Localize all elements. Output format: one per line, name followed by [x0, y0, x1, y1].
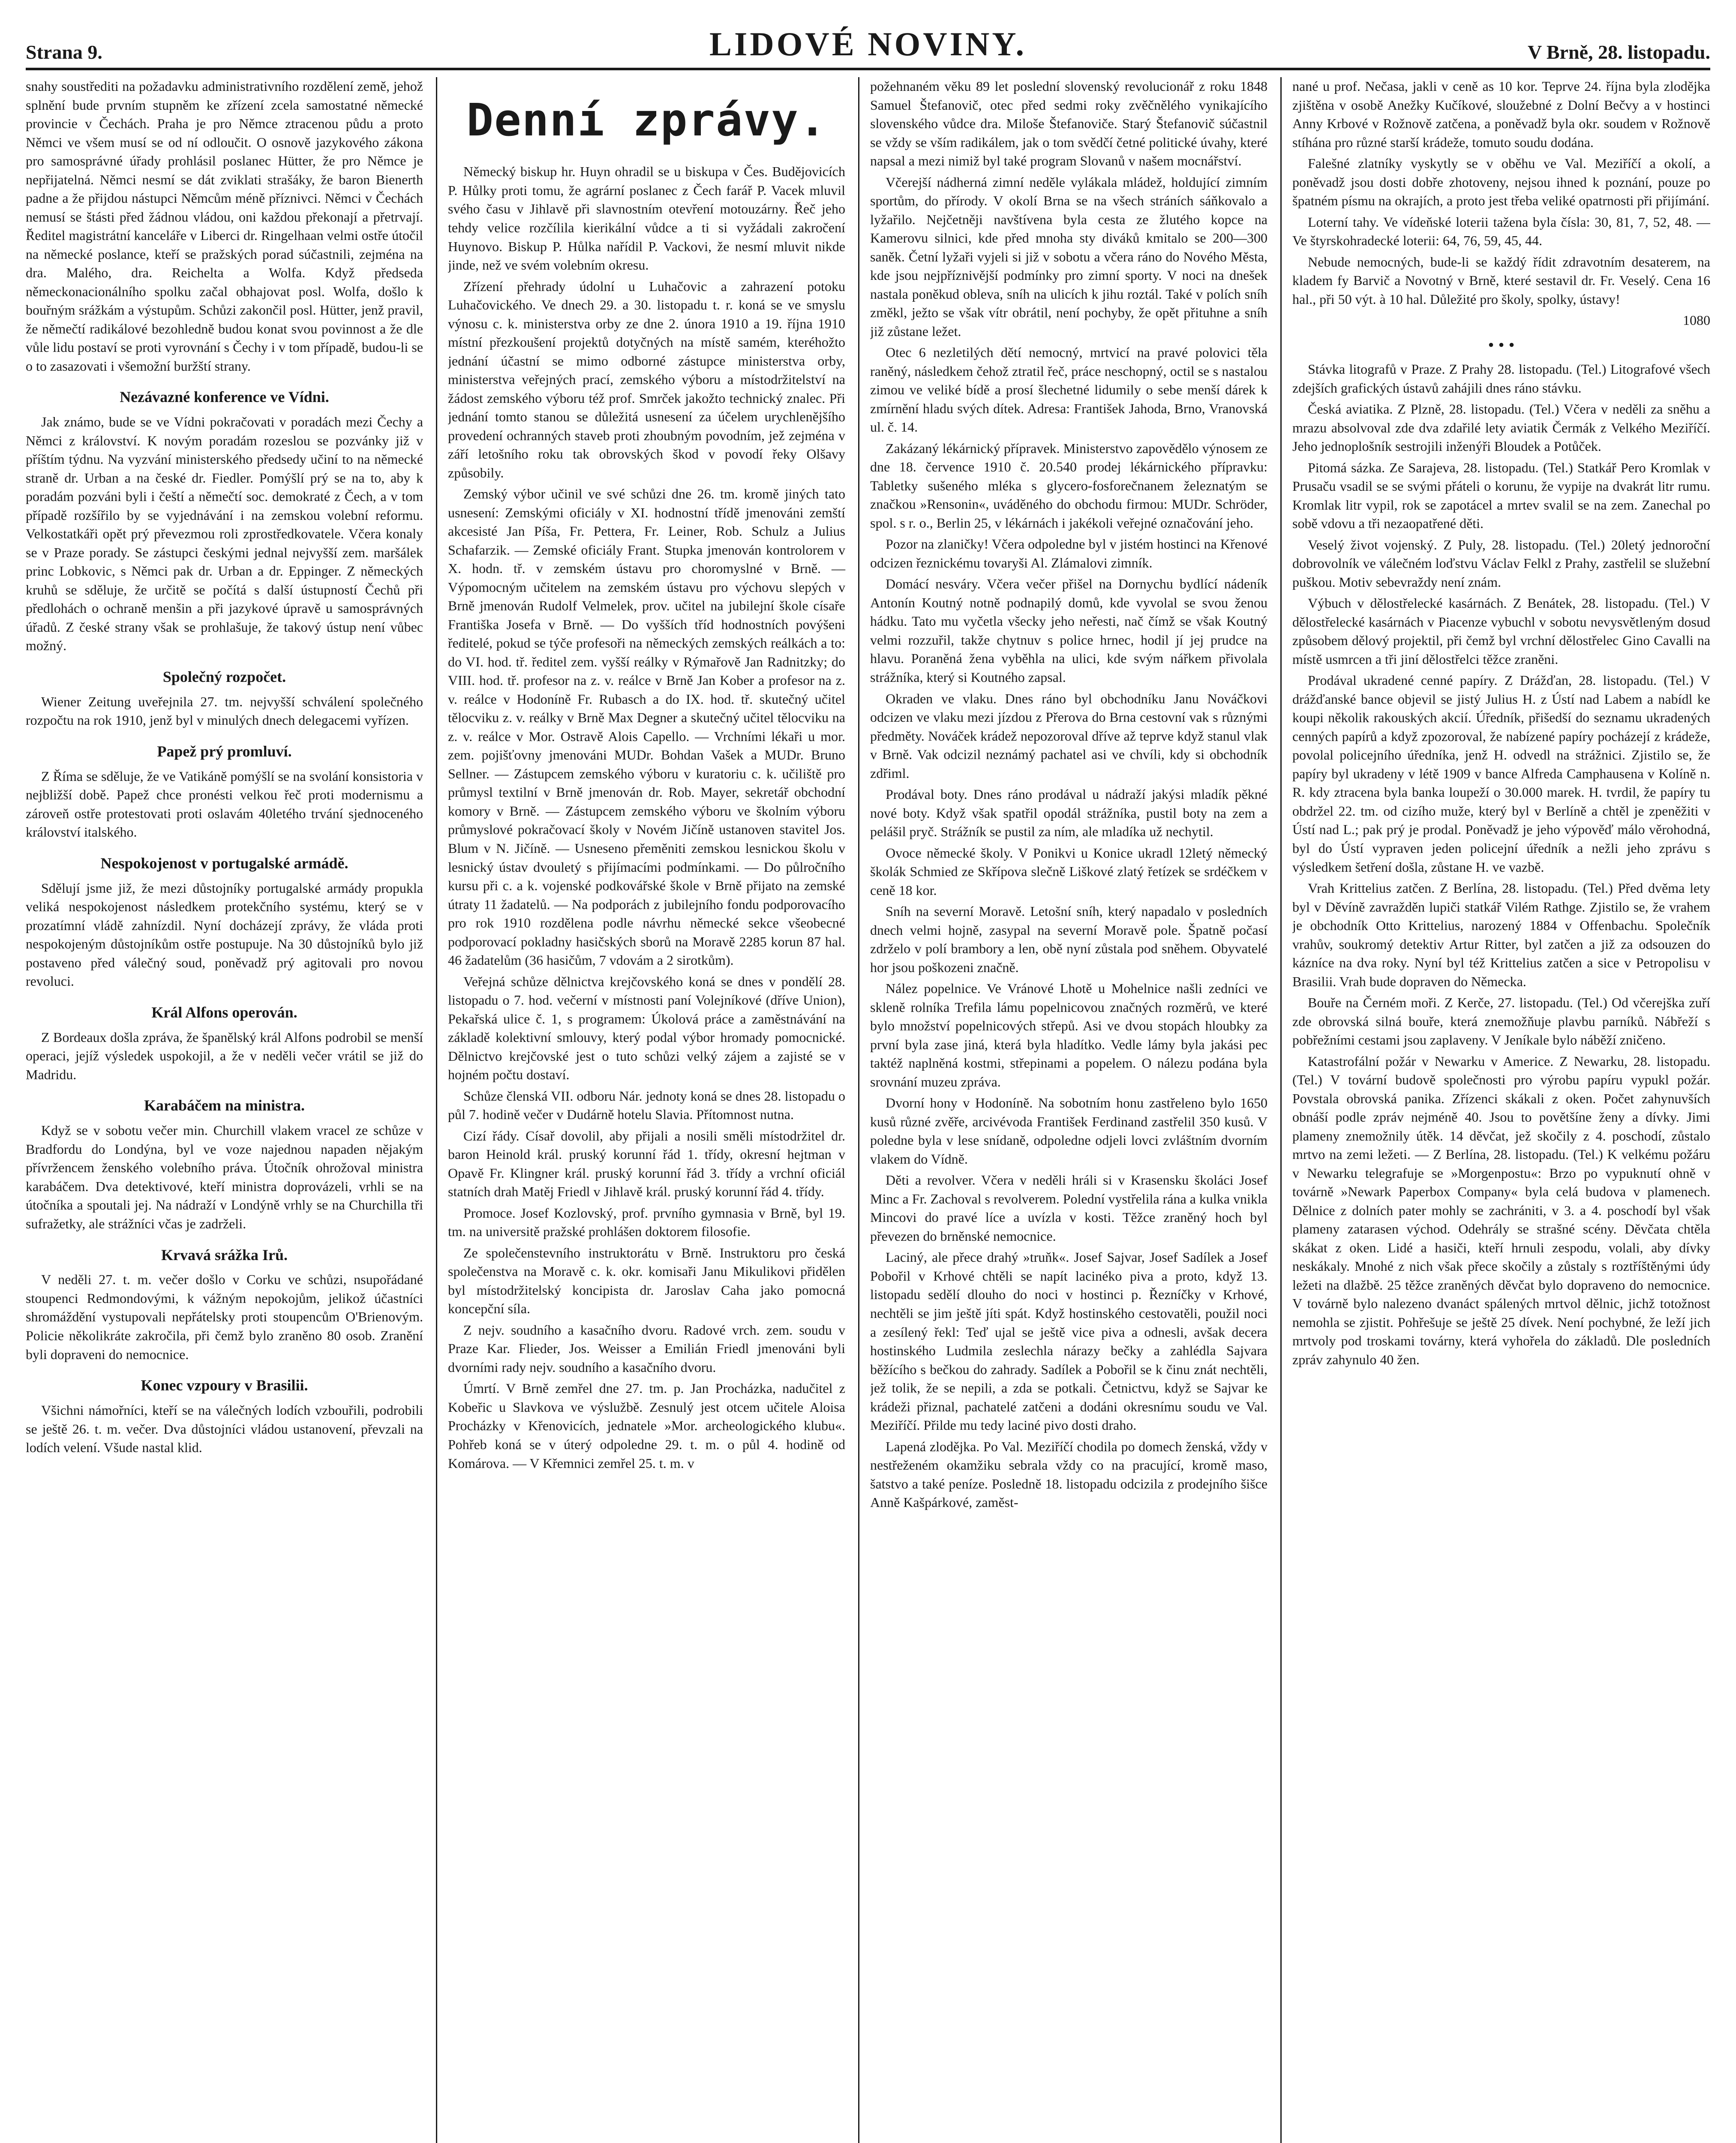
section-title: Denní zprávy.: [466, 94, 827, 146]
column-2: [448, 77, 859, 2143]
telegram-item: Veselý život vojenský. Z Puly, 28. listopadu. (Tel.) 20letý jednoroční dobrovolník ve válečném loďstvu Václav Felkl z Prahy, zastřelil se služební puškou. Motiv sebevraždy není znám.: [1292, 537, 1710, 590]
column-1: [26, 77, 437, 2143]
dateline: V Brně, 28. listopadu.: [1527, 41, 1710, 63]
telegram-item: Stávka litografů v Praze. Z Prahy 28. listopadu. (Tel.) Litografové všech zdejších grafických ústavů zahájili dnes ráno stávku.: [1292, 361, 1710, 396]
news-item: Otec 6 nezletilých dětí nemocný, mrtvicí na pravé polovici těla raněný, následkem čehož ztratil řeč, práce neschopný, octil se s nastalou zimou ve veliké bídě a prosí šlechetné lidumily o sebe menší dárek k zmírnění hladu svých dítek. Adresa: František Jahoda, Brno, Vranovská ul. č. 14.: [870, 345, 1267, 435]
news-item: Ovoce německé školy. V Ponikvi u Konice ukradl 12letý německý školák Schmied ze Skřípova slečně Liškové zlatý řetízek se srdéčkem v ceně 18 kor.: [870, 845, 1267, 898]
news-item: Dvorní hony v Hodoníně. Na sobotním honu zastřeleno bylo 1650 kusů různé zvěře, arcivévoda František Ferdinand zastřelil 350 kusů. V poledne byla v lese snídaně, odpoledne odjeli lovci zvláštním dvorním vlakem do Vídně.: [870, 1095, 1267, 1167]
news-item: Děti a revolver. Včera v neděli hráli si v Krasensku školáci Josef Minc a Fr. Zachoval s revolverem. Polední vystřelila rána a kulka vnikla Mincovi do pravé líce a uvízla v kosti. Těžce zraněný hoch byl převezen do brněnské nemocnice.: [870, 1172, 1267, 1244]
news-item: nané u prof. Nečasa, jakli v ceně as 10 kor. Teprve 24. října byla zlodějka zjištěna v osobě Anežky Kučíkové, sloužebné z Dolní Bečvy a v hostinci Anny Krbové v Rožnově zatčena, a poněvadž byla okr. soudem v Rožnově stíhána pro různé starší krádeže, tomuto soudu dodána.: [1292, 78, 1710, 150]
page-number: Strana 9.: [26, 41, 102, 63]
section-divider: • • •: [1488, 335, 1515, 354]
article-text: Z Bordeaux došla zpráva, že španělský král Alfons podrobil se menší operaci, jejíž výsledek uspokojil, a že v neděli večer vrátil se již do Madridu.: [26, 1029, 423, 1082]
news-item: Laciný, ale přece drahý »truňk«. Josef Sajvar, Josef Sadílek a Josef Pobořil v Krhové chtěli se napít lacinéko piva a proto, když 13. listopadu sedělí dlouho do noci v hostinci p. Řezníčky v Krhové, nechtěli se jim ještě jíti spát. Když hostinského cestovatěli, použil noci a zesílený řekl: Teď ujal se ještě vice piva a odnesli, avšak decera hostinského Ludmila zeslechla nárazy bečky a zahlédla Sajvara běžícího s bečkou do zahrady. Sadílek a Pobořil se k činu znát nechtěli, jež tolik, že se nepili, a zda se potkali. Četnictvu, když se Sajvar ke krádeži přiznal, pachatelé zatčeni a dodáni okresnímu soudu ve Val. Meziříčí. Přilde mu tedy laciné pivo dosti draho.: [870, 1249, 1267, 1433]
news-item: Loterní tahy. Ve vídeňské loterii tažena byla čísla: 30, 81, 7, 52, 48. — Ve štyrskohradecké loterii: 64, 76, 59, 45, 44.: [1292, 214, 1710, 249]
telegram-item: Česká aviatika. Z Plzně, 28. listopadu. (Tel.) Včera v neděli za sněhu a mrazu absolvoval zde dva zdařilé lety aviatik Čermák z Velkého Meziříčí. Jeho jednoplošník sestrojili inženýři Bloudek a Potůček.: [1292, 401, 1710, 454]
masthead: LIDOVÉ NOVINY.: [709, 25, 1027, 63]
newspaper-page: [26, 22, 1710, 2143]
news-item: Domácí nesváry. Včera večer přišel na Dornychu bydlící nádeník Antonín Koutný notně podnapilý domů, kde vyvolal se svou ženou hádku. Tato mu vyčetla všecky jeho neřesti, nač čímž se však Koutný velmi rozzuřil, takže chytnuv s police hrnec, hodil jí jej prudce na hlavu. Poraněná žena vyběhla na ulici, kde svým nářkem přivolala strážníka, který si Koutného zapsal.: [870, 576, 1267, 685]
telegram-item: Bouře na Černém moři. Z Kerče, 27. listopadu. (Tel.) Od včerejška zuří zde obrovská silná bouře, která znemožňuje plavbu parníků. Nábřeží s pobřežními cestami jsou zaplaveny. V Jeníkale bylo náběží zničeno.: [1292, 995, 1710, 1048]
telegram-item: Výbuch v dělostřelecké kasárnách. Z Benátek, 28. listopadu. (Tel.) V dělostřelecké kasárnách v Piacenze vybuchl v sobotu nevysvětleným dosud způsobem dělový projektil, při čemž byl vrchní dělostřelec Gino Cavalli na místě usmrcen a tři jiní dělostřelci těžce zraněni.: [1292, 595, 1710, 667]
column-4: [1292, 77, 1710, 2143]
telegram-item: Prodával ukradené cenné papíry. Z Drážďan, 28. listopadu. (Tel.) V drážďanské bance objevil se jistý Julius H. z Ústí nad Labem a nabídl ke koupi několik rakouských akcií. Úředník, přišedší do seznamu ukradených cenných papírů a když zpozoroval, že nabízené papíry pocházejí z krádeže, povolal policejního úředníka, jenž H. odvedl na strážnici. Zjistilo se, že papíry byl ukradeny v létě 1909 v bance Alfreda Camphausena v Kolíně n. R. kdy ztracena byla banka loupeží o 30.000 marek. H. tvrdil, že papíry tu obdržel 22. tm. od cizího muže, který byl v Berlíně a chtěl je zpeněžiti v Ústí nad L.; pak prý je prodal. Poněvadž je jeho výpověď málo věrohodná, byl do Ústí vypraven jeden policejní úředník a nežli jeho zprávu s výsledkem šetření došla, zůstane H. ve vazbě.: [1292, 672, 1710, 875]
article-text: Wiener Zeitung uveřejnila 27. tm. nejvyšší schválení společného rozpočtu na rok 1910, jenž byl v minulých dnech delegacemi vyřízen.: [26, 693, 423, 728]
news-item: Zemský výbor učinil ve své schůzi dne 26. tm. kromě jiných tato usnesení: Zemskými oficiály v XI. hodnostní třídě jmenováni zemští akcesisté Jan Píša, Fr. Pettera, Fr. Leiner, Rob. Schulz a Julius Schafarzik. — Zemské oficiály Frant. Stupka jmenován kontrolorem v X. hodn. tř. v zemském ústavu pro choromyslné v Brně. — Výpomocným učitelem na zemském ústavu pro výchovu slepých v Brně jmenován Rudolf Velmelek, prov. učitel na jubilejní škole císaře Františka Josefa v Brně. — Do vyšších tříd hodnostních povýšeni ředitelé, pokud se týče profesoři na německých zemských reálkách a to: do VI. hod. tř. ředitel zem. vyšší reálky v Rýmařově Jan Radnitzky; do VIII. hod. tř. profesor na z. v. reálce v Brně Jan Kober a profesor na z. v. reálce v Hodoníně Fr. Rubasch a do IX. hod. tř. skutečný učitel tělocviku z. v. reálky v Brně Max Degner a skutečný učitel tělocviku na z. v. reálce v Mor. Ostravě Alois Capello. — Vrchními lékaři u mor. zem. pojišťovny jmenováni MUDr. Bohdan Vašek a MUDr. Bruno Sellner. — Zástupcem zemského výboru v kuratoriu c. k. učiliště pro průmysl textilní v Brně jmenován dr. Rob. Mayer, sekretář obchodní komory v Brně. — Zástupcem zemského výboru ve školním výboru průmyslové pokračovací školy v Novém Jičíně ustanoven stavitel Jos. Blum v N. Jičíně. — Usneseno přeměniti zemskou lesnickou školu v lesnický ústav dvouletý s přijímacími podmínkami. — Do půlročního kursu při c. a k. vojenské podkovářské škole v Brně přijato na zemské útraty 11 žadatelů. — Na podporách z jubilejního fondu podporovacího pro rok 1910 rozdělena podle návrhu německé sekce všeobecné podporovací pokladny hasičských sborů na Moravě 2285 korun 87 hal. 46 žadatelům (36 hasičům, 7 vdovám a 2 sirotkům).: [448, 486, 845, 968]
headline: Nezávazné konference ve Vídni.: [120, 388, 329, 406]
headline: Společný rozpočet.: [162, 668, 286, 685]
headline: Karabáčem na ministra.: [144, 1097, 305, 1114]
news-item: Úmrtí. V Brně zemřel dne 27. tm. p. Jan Procházka, nadučitel z Kobeřic u Slavkova ve výslužbě. Zesnulý jest otcem učitele Aloisa Procházky v Křenovicích, jednatele »Mor. archeologického klubu«. Pohřeb koná se v úterý odpoledne 29. t. m. o půl 4. hodině od Komárova. — V Křemnici zemřel 25. t. m. v: [448, 1381, 845, 1471]
telegram-item: Vrah Krittelius zatčen. Z Berlína, 28. listopadu. (Tel.) Před dvěma lety byl v Děvíně zavražděn lupiči statkář Vilém Rathge. Zjistilo se, že vrahem je obchodník Otto Krittelius, narozený 1884 v Offenbachu. Společník vrahův, soukromý detektiv Artur Ritter, byl zatčen a již za odsouzen do kázníce na dva roky. Nyní byl též Krittelius zatčen a sice v Petropolisu v Brasilii. Vrah bude dopraven do Německa.: [1292, 880, 1710, 989]
article-text: Jak známo, bude se ve Vídni pokračovati v poradách mezi Čechy a Němci z království. K novým poradám rozeslou se pozvánky již v příštím týdnu. Na vyzvání ministerského předsedy učiní to na německé straně dr. Urban a na české dr. Fiedler. Pomýšlí prý se na to, aby k poradám pozváni byli i čeští a němečtí soc. demokraté z Čech, a v tom případě rozšířilo by se vyjednávání i na zemskou volební reformu. Velkostatkáři opět prý převezmou roli zprostředkovatele. Včera konaly se v Praze porady. Se zástupci českými jednal nejvyšší zem. maršálek princ Lobkovic, s Němci pak dr. Urban a dr. Eppinger. Z německých kruhů se sděluje, že určitě se počítá s další ústupností Čechů při předlohách o ochraně menšin a při jazykové úpravě u samosprávných úřadů. Z české strany však se prohlašuje, že takový ústup není vůbec možný.: [26, 414, 423, 654]
news-item: Pozor na zlaničky! Včera odpoledne byl v jistém hostinci na Křenové odcizen řeznickému tovaryši Al. Zlámalovi zimník.: [870, 536, 1267, 570]
news-item: Okraden ve vlaku. Dnes ráno byl obchodníku Janu Nováčkovi odcizen ve vlaku mezi jízdou z Přerova do Brna cestovní vak s různými předměty. Nováček krádež nepozoroval dříve až teprve když stanul vlak v Brně. Vak odcizil neznámý pachatel asi ve chvíli, kdy si obchodník zdřiml.: [870, 690, 1267, 781]
headline: Papež prý promluví.: [157, 742, 292, 760]
article-continuation: snahy soustřediti na požadavku administrativního rozdělení země, jehož splnění bude prvním stupněm ke zřízení zcela samostatné německé provincie v Čechách. Praha je pro Němce ztracenou půdu a proto Němci ve všem musí se od ní odloučit. O osnově jazykového zákona pro samosprávné úřady prohlásil poslanec Hütter, že pro Němce je nepřijatelná. Němci nesmí se dát zviklati strašáky, že baron Bienerth padne a že přijdou nástupci Němcům méně příznivci. Němci v Čechách nemusí se štásti před žádnou vládou, oni každou překonají a přetrvají. Ředitel magistrátní kanceláře v Liberci dr. Ringelhaan velmi ostře útočil na německé poslance, kteří se pražských porad súčastnili, zejména na dra. Malého, dra. Reichelta a Wolfa. Když předseda německonacionálního spolku začal obhajovat posl. Wolfa, došlo k bouřným srážkám a výstupům. Schůzi zakončil posl. Hütter, jenž pravil, že němečtí radikálové bezohledně budou konat svou povinnost a že dle vůle lidu postaví se proti vyrovnání s Čechy i v tom případě, budou-li se o to zasazovati i všemožní buržští strany.: [26, 78, 423, 374]
headline: Krvavá srážka Irů.: [161, 1246, 288, 1264]
columns: [26, 77, 1710, 2143]
news-item: Cizí řády. Císař dovolil, aby přijali a nosili směli místodržitel dr. baron Heinold král. pruský korunní řád 1. třídy, okresní hejtman v Opavě Fr. Klingner král. pruský korunní řád 3. třídy a vrchní oficiál statních drah Matěj Friedl v Jihlavě král. pruský korunní řád 4. třídy.: [448, 1128, 845, 1200]
news-item: Lapená zlodějka. Po Val. Meziříčí chodila po domech ženská, vždy v nestřeženém okamžiku sebrala vždy co na pracující, kromě maso, šatstvo a také peníze. Posledně 18. listopadu odcizila z prodejního šišce Anně Kašpárkové, zaměst-: [870, 1438, 1267, 1510]
news-item: Zřízení přehrady údolní u Luhačovic a zahrazení potoku Luhačovického. Ve dnech 29. a 30. listopadu t. r. koná se ve smyslu výnosu c. k. ministerstva orby ze dne 2. února 1910 a 19. října 1910 místní přezkoušení projektů dotyčných na místě samém, kteréhožto jednání účastní se mimo odborné zástupce ministerstva orby, ministerstva veřejných prací, zemského výboru a místodržitelství na žádost zemského výboru též prof. Smrček jakožto technický znalec. Při jednání tomto stanou se důležitá usnesení za účelem urychlenějšího provedení ochranných staveb proti zhoubným povodním, jež zejména v září letošního roku tak obrovských škod v povodí řeky Olšavy způsobily.: [448, 278, 845, 480]
news-item: Sníh na severní Moravě. Letošní sníh, který napadalo v posledních dnech velmi hojně, zasypal na severní Moravě pole. Špatně počasí zdrželo v polí brambory a len, obě nyní zůstala pod sněhem. Obyvatelé hor jsou poškozeni značně.: [870, 903, 1267, 975]
column-3: [870, 77, 1282, 2143]
news-item: Ze společenstevního instruktorátu v Brně. Instruktoru pro česká společenstva na Moravě c. k. okr. komisaři Janu Mikulikovi přidělen byl místodržitelský koncipista dr. Jaroslav Caha jako pomocná koncepční síla.: [448, 1245, 845, 1317]
news-item: Schůze členská VII. odboru Nár. jednoty koná se dnes 28. listopadu o půl 7. hodině večer v Dudárně hotelu Slavia. Přítomnost nutna.: [448, 1088, 845, 1123]
news-item: Německý biskup hr. Huyn ohradil se u biskupa v Čes. Budějovicích P. Hůlky proti tomu, že agrární poslanec z Čech farář P. Vacek mluvil svého času v Jihlavě při slavnostním otevření motouzárny. Řeč jeho tehdy velice rozčílila kierikální vůdce a ti si vyžádali zakročení Huynovo. Biskup P. Hůlka nařídil P. Vackovi, že nesmí mluvit nikde jinde, než ve svém volebním okresu.: [448, 164, 845, 273]
news-item: Z nejv. soudního a kasačního dvoru. Radové vrch. zem. soudu v Praze Kar. Flieder, Jos. Weisser a Emilián Friedl jmenováni byli dvorními rady nejv. soudního a kasačního dvoru.: [448, 1322, 845, 1375]
news-item: Prodával boty. Dnes ráno prodával u nádraží jakýsi mladík pěkné nové boty. Když však spatřil opodál strážníka, pustil boty na zem a pelášil pryč. Strážník se pustil za ním, ale mladíka už nechytil.: [870, 786, 1267, 840]
headline: Král Alfons operován.: [151, 1003, 297, 1021]
news-item: Zakázaný lékárnický přípravek. Ministerstvo zapovědělo výnosem ze dne 18. července 1910 č. 20.540 prodej lékárnického přípravku: Tabletky sušeného mléka s glycero-fosforečnanem železnatým se značkou »Rensonin«, uváděného do obchodu firmou: MUDr. Schröder, spol. s r. o., Berlin 25, v lékárnách i jakékoli veřejné označování jeho.: [870, 440, 1267, 531]
news-item: požehnaném věku 89 let poslední slovenský revolucionář z roku 1848 Samuel Štefanovič, otec před sedmi roky zvěčnělého vynikajícího slovenského vůdce dra. Miloše Štefanoviče. Starý Štefanovič súčastnil se vždy se vším radikálem, jak o tom svědčí četné politické úvahy, které napsal a mezi nimiž byl také program Slovanů v našem mocnářství.: [870, 78, 1267, 169]
advertisement: Nebude nemocných, bude-li se každý řídit zdravotním desaterem, na kladem fy Barvič a Novotný v Brně, které sestavil dr. Fr. Veselý. Cena 16 hal., při 50 výt. à 10 hal. Důležité pro školy, spolky, ústavy!: [1292, 254, 1710, 307]
article-text: V neděli 27. t. m. večer došlo v Corku ve schůzi, nsupořádané stoupenci Redmondovými, k vážným nepokojům, jelikož účastníci shromáždění vystupovali nepřátelsky proti stoupencům O'Brienovým. Policie několikráte zakročila, při čemž bylo zraněno 80 osob. Zranění byli dopraveni do nemocnice.: [26, 1272, 423, 1362]
telegram-item: Pitomá sázka. Ze Sarajeva, 28. listopadu. (Tel.) Statkář Pero Kromlak v Prusaču vsadil se se svými přáteli o korunu, že vypije na dvakrát litr rumu. Kromlak litr vypil, rok se zapotácel a mrtev svalil se na zem. Zanechal po sobě vdovu a tři nezaopatřené děti.: [1292, 459, 1710, 531]
telegram-item: Katastrofální požár v Newarku v Americe. Z Newarku, 28. listopadu. (Tel.) V tovární budově společnosti pro výrobu papíru vypukl požár. Povstala obrovská panika. Zřízenci skákali z oken. Počet zahynuvších obnáší podle zpráv nejméně 40. Jsou to povětšíne ženy a dívky. Jimi plameny znemožnily útěk. 14 děvčat, jež skočily z 4. poschodí, zůstalo mrtvo na zemi ležeti. — Z Berlína, 28. listopadu. (Tel.) K velkému požáru v Newarku telegrafuje se »Morgenpostu«: Brzo po vypuknutí ohně v továrně »Newark Paperbox Company« byla celá budova v plamenech. Dělnice z dolních pater mohly se zachrániti, v 3. a 4. poschodí byl však plameny zatarasen východ. Odehrály se strašné scény. Děvčata chtěla skákat z oken. Lidé a hasiči, kteří hrnuli zespodu, volali, aby dívky neskákaly. Mnohé z nich však přece skočily a zůstaly s roztříštěnými údy ležeti na dlažbě. 25 těžce zraněných děvčat bylo dopraveno do nemocnice. V továrně bylo nalezeno dvanáct spálených mrtvol dělnic, jichž totožnost nemohla se zjistit. Pohřešuje se ještě 25 dívek. Není pochybné, že leží jich mrtvoly pod troskami továrny, která vyhořela do základů. Dle posledních zpráv zahynulo 40 žen.: [1292, 1053, 1710, 1367]
article-text: Všichni námořníci, kteří se na válečných lodích vzbouřili, podrobili se ještě 26. t. m. večer. Dva důstojníci vládou ustanovení, převzali na lodích velení. Všude nastal klid.: [26, 1402, 423, 1456]
article-text: Z Říma se sděluje, že ve Vatikáně pomýšlí se na svolání konsistoria v nejbližší době. Papež chce pronésti velkou řeč proti modernismu a zároveň ostře protestovati proti oslavám 40letého trvání sjednoceného království italského.: [26, 768, 423, 840]
ad-code: 1080: [1683, 312, 1710, 328]
news-item: Falešné zlatníky vyskytly se v oběhu ve Val. Meziříčí a okolí, a poněvadž jsou dosti dobře zhotoveny, nejsou ihned k poznání, pouze po špatném písmu na okrajích, a proto jest třeba veliké opatrnosti při přijímání.: [1292, 156, 1710, 209]
page-header: [26, 22, 1710, 70]
headline: Konec vzpoury v Brasilii.: [141, 1377, 308, 1394]
news-item: Včerejší nádherná zimní neděle vylákala mládež, holdující zimním sportům, do přírody. V okolí Brna se na všech stráních sáňkovalo a lyžařilo. Nejčetněji navštívena byla cesta ze žlutého kopce na Kamerovu silnici, kde před mnoha sty diváků kmitalo se 200—300 saněk. Četní lyžaři vyjeli si již v sobotu a včera ráno do Nového Města, kde jsou nejpříznivější podmínky pro zimní sporty. V noci na dnešek nastala poněkud obleva, sníh na ulicích k jihu roztál. Také v polích sníh změkl, ježto se však vítr obrátil, není pochyby, že opět přituhne a sníh již zůstane ležet.: [870, 174, 1267, 339]
news-item: Promoce. Josef Kozlovský, prof. prvního gymnasia v Brně, byl 19. tm. na universitě pražské prohlášen doktorem filosofie.: [448, 1205, 845, 1240]
news-item: Veřejná schůze dělnictva krejčovského koná se dnes v pondělí 28. listopadu o 7. hod. večerní v místnosti paní Volejníkové (dříve Union), Pekařská ulice č. 1, s programem: Úkolová práce a zaměstnávání na základě kolektivní smlouvy, který podal výbor hromady pomocnické. Dělnictvo krejčovské jest o tuto schůzi velký zájem a zajisté se v hojném počtu dostaví.: [448, 973, 845, 1083]
headline: Nespokojenost v portugalské armádě.: [100, 854, 348, 872]
article-text: Sdělují jsme již, že mezi důstojníky portugalské armády propukla veliká nespokojenost následkem protekčního systému, který se v prozatímní vládě zahnízdil. Nyní docházejí zprávy, že vláda proti nespokojeným důstojníkům ostře postupuje. Na 30 důstojníků bylo již postaveno před válečný soud, poněvadž prý agitovali pro novou revoluci.: [26, 880, 423, 989]
article-text: Když se v sobotu večer min. Churchill vlakem vracel ze schůze v Bradfordu do Londýna, byl ve voze najednou napaden nějakým přívržencem ženského volebního práva. Útočník ohrožoval ministra karabáčem. Dva detektivové, kteří ministra doprovázeli, vrhli se na útočníka a spoutali jej. Na nádraží v Londýně vrhly se na Churchilla tři sufražetky, ale strážníci včas je zadrželi.: [26, 1123, 423, 1231]
news-item: Nález popelnice. Ve Vránové Lhotě u Mohelnice našli zedníci ve skleně rolníka Trefila lámu popelnicovou značných rozměrů, ve které bylo množství popelnicových střepů. Asi ve dvou stopách hloubky za první byla zase jiná, která byla hladítko. Vedle lámy byla jakási pec taktéž naplněná kostmi, střepinami a popelem. O nálezu podána byla srovnání muzeu zpráva.: [870, 981, 1267, 1090]
